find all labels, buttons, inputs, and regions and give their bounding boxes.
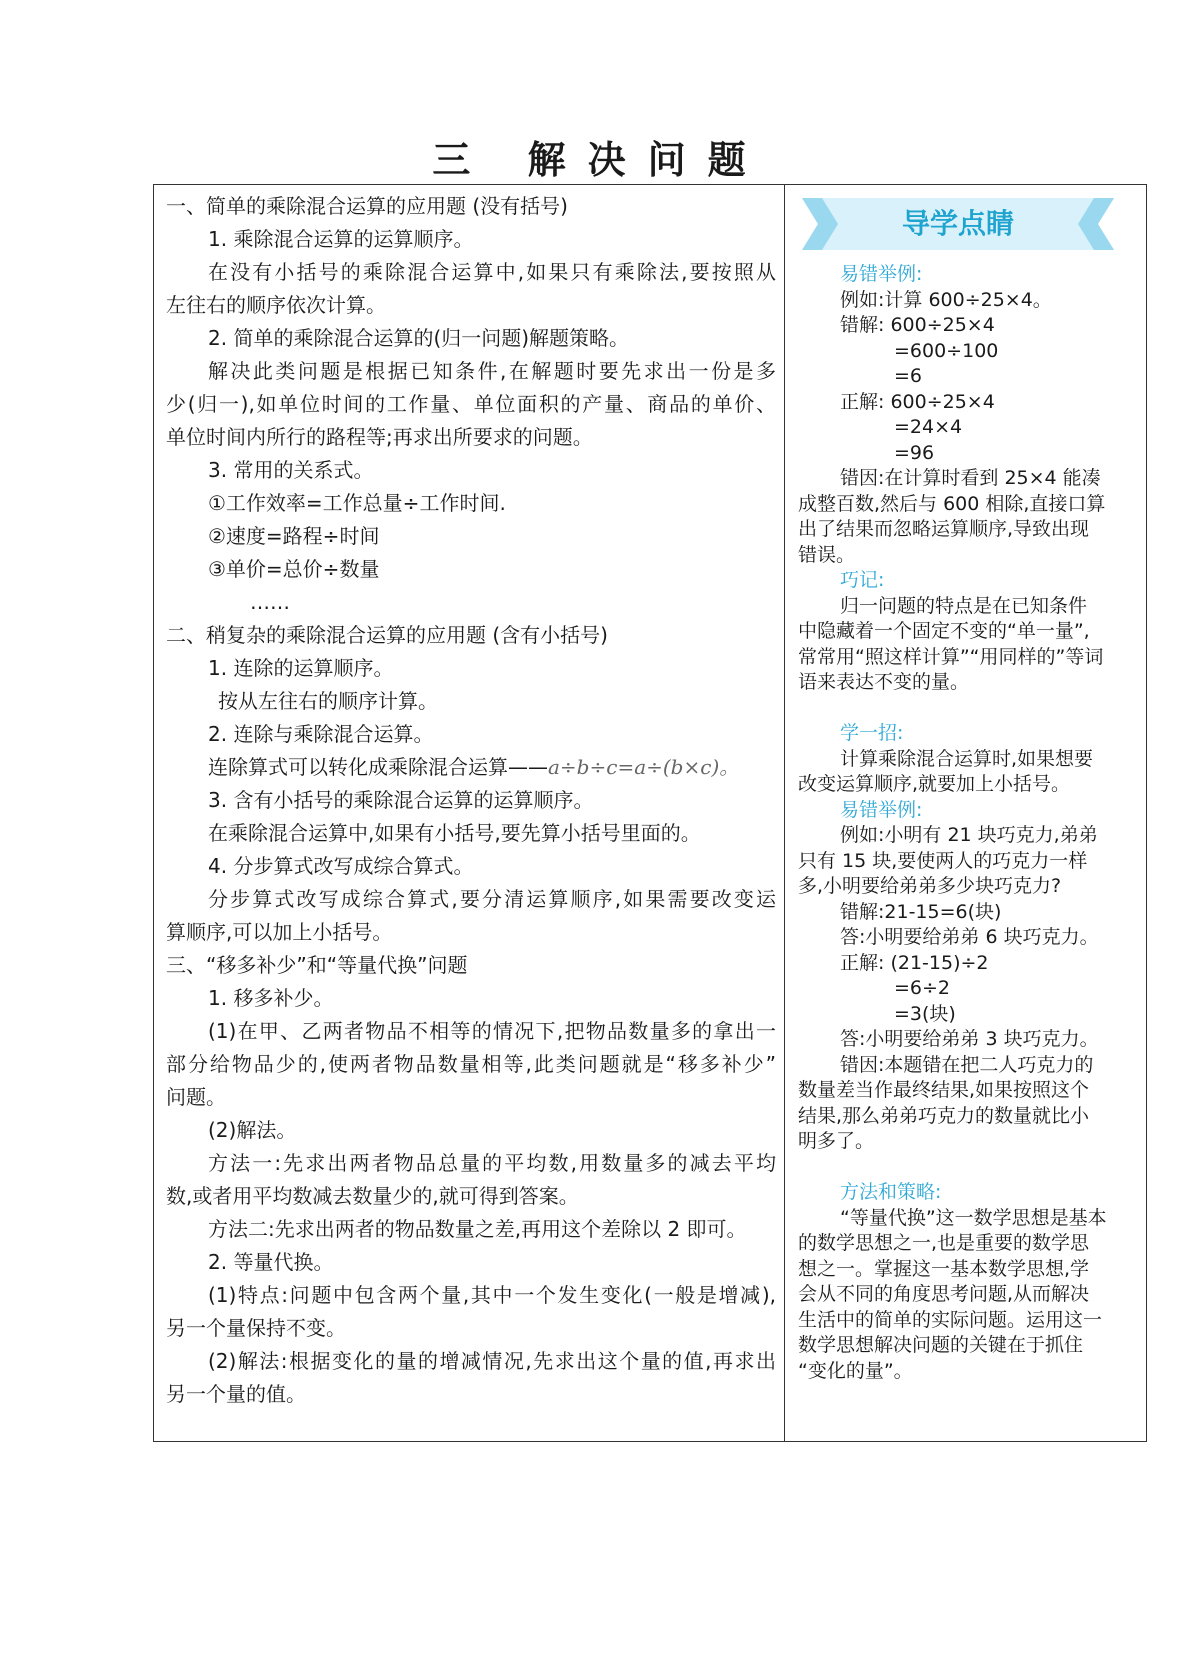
paragraph-line: 左往右的顺序依次计算。 <box>166 293 386 317</box>
spacer <box>798 696 1142 722</box>
paragraph-line: 算顺序,可以加上小括号。 <box>166 920 393 944</box>
paragraph-line: (1)特点:问题中包含两个量,其中一个发生变化(一般是增减), <box>208 1283 776 1307</box>
subheading: 3. 常用的关系式。 <box>208 458 374 482</box>
paragraph-line: 按从左往右的顺序计算。 <box>218 689 438 713</box>
note-line: =6÷2 <box>894 977 951 999</box>
paragraph-line: 在乘除混合运算中,如果有小括号,要先算小括号里面的。 <box>208 821 701 845</box>
note-line: 错解:21-15=6(块) <box>840 900 1002 923</box>
note-line: 多,小明要给弟弟多少块巧克力? <box>798 875 1062 897</box>
note-line: 常常用“照这样计算”“用同样的”等词 <box>798 645 1104 668</box>
note-heading: 易错举例: <box>840 798 923 821</box>
formula-text: 连除算式可以转化成乘除混合运算—— <box>208 755 548 779</box>
note-line: 成整百数,然后与 600 相除,直接口算 <box>798 492 1106 515</box>
subheading: 1. 移多补少。 <box>208 986 334 1010</box>
note-line: =6 <box>894 365 923 387</box>
banner-title: 导学点睛 <box>901 207 1014 240</box>
sidebar-column <box>798 186 1142 1384</box>
formula-line: ②速度=路程÷时间 <box>208 524 380 548</box>
formula-line <box>166 751 776 784</box>
note-line: 错解: 600÷25×4 <box>840 314 995 336</box>
note-line: “变化的量”。 <box>798 1359 913 1382</box>
note-line: 明多了。 <box>798 1130 875 1152</box>
subheading: (2)解法。 <box>208 1118 297 1142</box>
note-heading: 易错举例: <box>840 263 923 285</box>
subheading: 2. 连除与乘除混合运算。 <box>208 722 434 746</box>
formula-expression: a÷b÷c=a÷(b×c)。 <box>548 755 740 779</box>
page-title: 三 解决问题 <box>432 138 768 182</box>
note-line: 数学思想解决问题的关键在于抓住 <box>798 1334 1084 1356</box>
note-heading: 方法和策略: <box>840 1181 942 1203</box>
paragraph-line: 在没有小括号的乘除混合运算中,如果只有乘除法,要按照从 <box>208 260 776 284</box>
note-line: 数量差当作最终结果,如果按照这个 <box>798 1079 1090 1101</box>
note-line: 改变运算顺序,就要加上小括号。 <box>798 773 1071 795</box>
note-line: 错因:在计算时看到 25×4 能凑 <box>840 467 1101 489</box>
spacer <box>798 1155 1142 1181</box>
subheading: 3. 含有小括号的乘除混合运算的运算顺序。 <box>208 788 594 812</box>
note-line: 会从不同的角度思考问题,从而解决 <box>798 1283 1090 1305</box>
subheading: 1. 乘除混合运算的运算顺序。 <box>208 227 474 251</box>
note-line: 错误。 <box>798 543 856 566</box>
paragraph-line: 另一个量的值。 <box>166 1382 306 1406</box>
column-divider <box>784 184 785 1442</box>
note-heading: 巧记: <box>840 569 885 591</box>
paragraph-line: 分步算式改写成综合算式,要分清运算顺序,如果需要改变运 <box>208 887 776 911</box>
note-line: 错因:本题错在把二人巧克力的 <box>840 1053 1094 1076</box>
subheading: 2. 等量代换。 <box>208 1250 334 1274</box>
note-line: 归一问题的特点是在已知条件 <box>840 594 1088 617</box>
note-line: 语来表达不变的量。 <box>798 671 970 693</box>
section-heading-2: 二、稍复杂的乘除混合运算的应用题 (含有小括号) <box>166 623 608 647</box>
formula-line: ①工作效率=工作总量÷工作时间. <box>208 491 506 515</box>
formula-line: ③单价=总价÷数量 <box>208 557 380 581</box>
note-line: 正解: (21-15)÷2 <box>840 951 989 974</box>
paragraph-line: 部分给物品少的,使两者物品数量相等,此类问题就是“移多补少” <box>166 1052 776 1076</box>
note-line: =3(块) <box>894 1002 956 1025</box>
note-line: =96 <box>894 441 935 464</box>
paragraph-line: 另一个量保持不变。 <box>166 1316 346 1340</box>
paragraph-line: 解决此类问题是根据已知条件,在解题时要先求出一份是多 <box>208 359 776 383</box>
section-heading-3: 三、“移多补少”和“等量代换”问题 <box>166 953 468 977</box>
note-heading: 学一招: <box>840 722 904 744</box>
note-line: 正解: 600÷25×4 <box>840 390 995 413</box>
paragraph-line: (1)在甲、乙两者物品不相等的情况下,把物品数量多的拿出一 <box>208 1019 776 1043</box>
note-line: 想之一。掌握这一基本数学思想,学 <box>798 1257 1090 1280</box>
note-line: 中隐藏着一个固定不变的“单一量”, <box>798 620 1090 642</box>
subheading: 1. 连除的运算顺序。 <box>208 656 394 680</box>
note-line: 结果,那么弟弟巧克力的数量就比小 <box>798 1104 1090 1127</box>
paragraph-line: 少(归一),如单位时间的工作量、单位面积的产量、商品的单价、 <box>166 392 776 416</box>
paragraph-line: 问题。 <box>166 1085 226 1109</box>
note-line: 计算乘除混合运算时,如果想要 <box>840 747 1094 770</box>
main-column <box>166 190 776 1411</box>
note-line: 例如:计算 600÷25×4。 <box>840 288 1052 311</box>
note-line: 例如:小明有 21 块巧克力,弟弟 <box>840 824 1098 846</box>
note-line: 答:小明要给弟弟 3 块巧克力。 <box>840 1028 1099 1050</box>
paragraph-line: 方法二:先求出两者的物品数量之差,再用这个差除以 2 即可。 <box>208 1217 747 1241</box>
note-line: 生活中的简单的实际问题。运用这一 <box>798 1308 1103 1331</box>
subheading: 4. 分步算式改写成综合算式。 <box>208 854 474 878</box>
note-line: 的数学思想之一,也是重要的数学思 <box>798 1232 1090 1254</box>
note-line: 出了结果而忽略运算顺序,导致出现 <box>798 518 1090 540</box>
sidebar-banner <box>798 196 1142 262</box>
paragraph-line: 单位时间内所行的路程等;再求出所要求的问题。 <box>166 425 593 449</box>
note-line: =600÷100 <box>894 339 999 362</box>
paragraph-line: (2)解法:根据变化的量的增减情况,先求出这个量的值,再求出 <box>208 1349 776 1373</box>
note-line: 答:小明要给弟弟 6 块巧克力。 <box>840 926 1099 948</box>
subheading: 2. 简单的乘除混合运算的(归一问题)解题策略。 <box>208 326 630 350</box>
note-line: =24×4 <box>894 416 963 438</box>
ellipsis: …… <box>250 590 290 614</box>
note-line: “等量代换”这一数学思想是基本 <box>840 1206 1107 1229</box>
section-heading-1: 一、简单的乘除混合运算的应用题 (没有括号) <box>166 194 568 218</box>
note-line: 只有 15 块,要使两人的巧克力一样 <box>798 849 1088 872</box>
paragraph-line: 数,或者用平均数减去数量少的,就可得到答案。 <box>166 1184 579 1208</box>
paragraph-line: 方法一:先求出两者物品总量的平均数,用数量多的减去平均 <box>208 1151 776 1175</box>
